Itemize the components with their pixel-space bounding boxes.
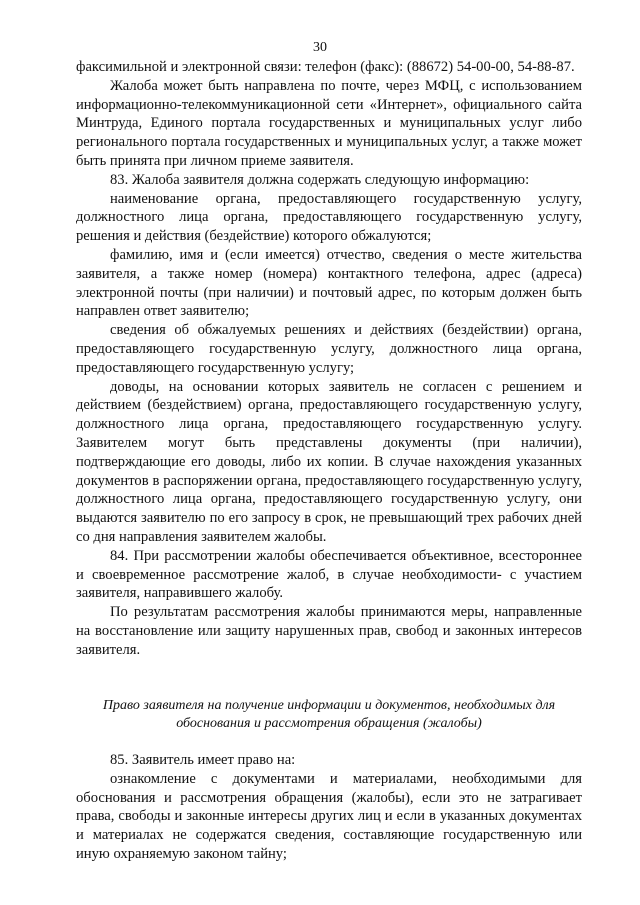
body-text bbox=[76, 58, 582, 660]
section-heading-line: обоснования и рассмотрения обращения (жалобы) bbox=[176, 715, 482, 731]
paragraph: доводы, на основании которых заявитель не согласен с решением и действием (бездействием) органа, предоставляющего государственную услугу, должностного лица органа, предоставляющего государственную услугу. Заявителем могут быть представлены документы (при наличии), подтверждающие его доводы, либо их копии. В случае нахождения указанных документов в распоряжении органа, предоставляющего государственную услугу, должностного лица органа, предоставляющего государственную услугу, они выдаются заявителю по его запросу в срок, не превышающий трех рабочих дней со дня направления заявителем жалобы. bbox=[76, 378, 582, 545]
section-heading-line: Право заявителя на получение информации и документов, необходимых для bbox=[102, 698, 556, 713]
paragraph: фамилию, имя и (если имеется) отчество, сведения о месте жительства заявителя, а также номер (номера) контактного телефона, адрес (адреса) электронной почты (при наличии) и почтовый адрес, по которым должен быть направлен ответ заявителю; bbox=[76, 246, 582, 320]
paragraph: Жалоба может быть направлена по почте, через МФЦ, с использованием информационно-телекоммуникационной сети «Интернет», официального сайта Минтруда, Единого портала государственных и муниципальных услуг либо регионального портала государственных и муниципальных услуг, а также может быть принята при личном приеме заявителя. bbox=[76, 77, 582, 169]
section-text bbox=[76, 751, 582, 864]
paragraph: сведения об обжалуемых решениях и действиях (бездействии) органа, предоставляющего государственную услугу, должностного лица органа, предоставляющего государственную услугу; bbox=[76, 322, 582, 376]
paragraph: 83. Жалоба заявителя должна содержать следующую информацию: bbox=[110, 171, 530, 188]
page-number: 30 bbox=[313, 40, 327, 55]
paragraph: ознакомление с документами и материалами, необходимыми для обоснования и рассмотрения обращения (жалобы), если это не затрагивает права, свободы и законные интересы других лиц и если в указанных документах и материалах не содержатся сведения, составляющие государственную или иную охраняемую законом тайну; bbox=[76, 770, 582, 862]
paragraph: наименование органа, предоставляющего государственную услугу, должностного лица органа, предоставляющего государственную услугу, решения и действия (бездействие) которого обжалуются; bbox=[76, 190, 582, 245]
paragraph: 85. Заявитель имеет право на: bbox=[110, 752, 296, 768]
paragraph: факсимильной и электронной связи: телефон (факс): (88672) 54-00-00, 54-88-87. bbox=[76, 59, 575, 75]
section-heading bbox=[76, 697, 582, 732]
paragraph: 84. При рассмотрении жалобы обеспечивается объективное, всестороннее и своевременное рассмотрение жалоб, в случае необходимости- с участием заявителя, направившего жалобу. bbox=[76, 547, 582, 602]
paragraph: По результатам рассмотрения жалобы принимаются меры, направленные на восстановление или защиту нарушенных прав, свобод и законных интересов заявителя. bbox=[76, 604, 582, 658]
